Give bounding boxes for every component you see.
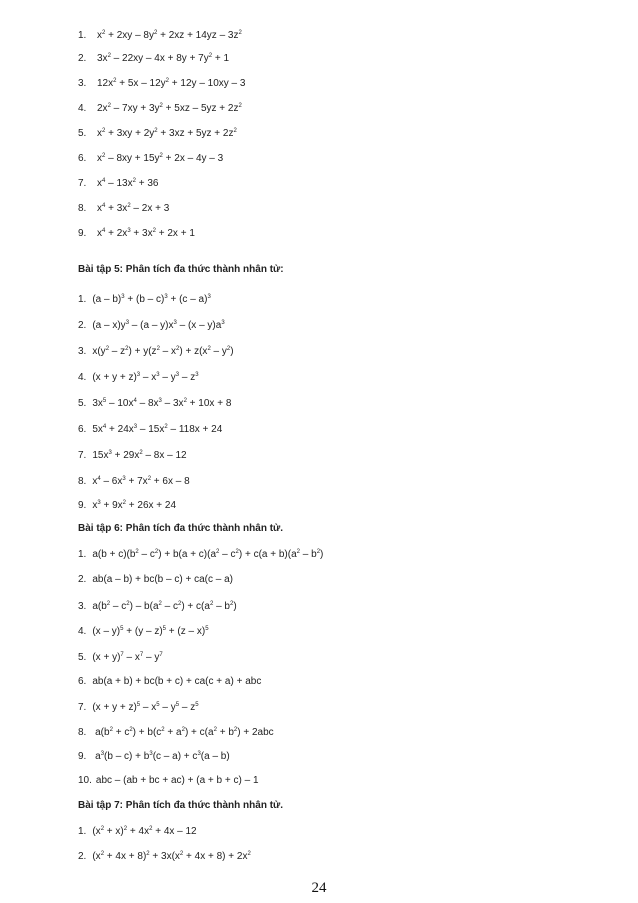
- exercise-item: [78, 53, 229, 65]
- exercise-item: [78, 826, 197, 838]
- exponent: 4: [102, 228, 106, 234]
- item-number: 8.: [78, 476, 87, 487]
- exponent: 3: [207, 294, 211, 300]
- exponent: 3: [221, 320, 225, 326]
- item-number: 2.: [78, 320, 87, 331]
- exponent: 5: [120, 626, 124, 632]
- exponent: 2: [139, 450, 143, 456]
- exponent: 3: [164, 294, 168, 300]
- exponent: 7: [120, 652, 124, 658]
- exponent: 2: [106, 601, 111, 607]
- polynomial-expression: $12x^2 + 5x - 12y^2 + 12y - 10xy - 3$: [97, 78, 246, 89]
- exponent: 2: [179, 851, 184, 857]
- item-number: 8.: [78, 203, 87, 214]
- exercise-item: [78, 424, 222, 436]
- exponent: 3: [175, 372, 180, 378]
- exponent: 2: [235, 549, 239, 555]
- exponent: 2: [152, 228, 156, 234]
- item-number: 2.: [78, 574, 87, 585]
- exponent: 2: [165, 78, 170, 84]
- exercise-item: [78, 751, 230, 763]
- exponent: 7: [159, 652, 163, 658]
- exercise-item: [78, 626, 209, 638]
- item-number: 5.: [78, 652, 87, 663]
- exponent: 5: [195, 702, 199, 708]
- exponent: 2: [109, 727, 113, 733]
- exercise-item: [78, 203, 169, 215]
- exponent: 4: [133, 398, 137, 404]
- exponent: 5: [102, 398, 107, 404]
- polynomial-expression: $x^4 - 6x^3 + 7x^2 + 6x - 8$: [92, 476, 190, 487]
- exponent: 2: [154, 549, 159, 555]
- exercise-item: [78, 676, 261, 688]
- exercise-item: [78, 78, 245, 90]
- exercise-item: [78, 601, 237, 613]
- item-number: 7.: [78, 702, 87, 713]
- exponent: 2: [102, 128, 106, 134]
- polynomial-expression: $x(y^2 - z^2) + y(z^2 - x^2) + z(x^2 - y^2)$: [92, 346, 234, 357]
- exponent: 4: [102, 424, 107, 430]
- exponent: 3: [97, 500, 101, 506]
- polynomial-expression: $15x^3 + 29x^2 - 8x - 12$: [92, 450, 187, 461]
- polynomial-expression: (a – b)$^3$ + (b – c)$^3$ + (c – a)$^3$: [92, 294, 211, 305]
- exponent: 3: [108, 450, 112, 456]
- exponent: 2: [208, 53, 213, 59]
- exponent: 2: [159, 103, 163, 109]
- item-number: 9.: [78, 751, 87, 762]
- exponent: 2: [213, 727, 217, 733]
- polynomial-expression: $a(b^2 - c^2) - b(a^2 - c^2) + c(a^2 - b^2)$: [92, 601, 237, 612]
- polynomial-expression: abc – (ab + bc + ac) + (a + b + c) – 1: [95, 775, 259, 786]
- exponent: 2: [122, 500, 126, 506]
- polynomial-expression: $a^3(b - c) + b^3(c - a) + c^3(a - b)$: [92, 751, 230, 762]
- polynomial-expression: $3x^5 - 10x^4 - 8x^3 - 3x^2 + 10x + 8$: [92, 398, 232, 409]
- item-number: 4.: [78, 626, 87, 637]
- polynomial-expression: $(a - x)y^3 - (a - y)x^3 - (x - y)a^3$: [92, 320, 225, 331]
- exponent: 2: [238, 103, 242, 109]
- exponent: 2: [216, 549, 220, 555]
- exponent: 2: [159, 153, 163, 159]
- exercise-item: [78, 398, 231, 410]
- item-number: 3.: [78, 346, 87, 357]
- exponent: 3: [197, 751, 201, 757]
- exercise-item: [78, 153, 223, 165]
- exponent: 2: [146, 851, 150, 857]
- exponent: 3: [100, 751, 105, 757]
- exponent: 2: [229, 601, 234, 607]
- polynomial-expression: $a(b^2 + c^2) + b(c^2 + a^2) + c(a^2 + b^2) + 2abc$: [92, 727, 274, 738]
- exponent: 2: [233, 727, 238, 733]
- item-number: 10.: [78, 775, 92, 786]
- polynomial-expression: $x^2 + 2xy - 8y^2 + 2xz + 14yz - 3z^2$: [97, 30, 242, 41]
- polynomial-expression: $x^2 + 3xy + 2y^2 + 3xz + 5yz + 2z^2$: [97, 128, 237, 139]
- polynomial-expression: $x^4 + 2x^3 + 3x^2 + 2x + 1$: [97, 228, 195, 239]
- polynomial-expression: ab(a + b) + bc(b + c) + ca(c + a) + abc: [92, 676, 262, 687]
- item-number: 2.: [78, 851, 87, 862]
- exponent: 2: [209, 601, 214, 607]
- exponent: 2: [147, 476, 152, 482]
- exercise-item: [78, 775, 259, 787]
- exponent: 2: [183, 398, 187, 404]
- exponent: 2: [113, 78, 117, 84]
- section-heading: Bài tập 5: Phân tích đa thức thành nhân tử:: [78, 264, 284, 275]
- exercise-item: [78, 346, 234, 358]
- exponent: 2: [176, 346, 180, 352]
- exponent: 2: [129, 727, 133, 733]
- exponent: 2: [149, 826, 153, 832]
- item-number: 3.: [78, 601, 87, 612]
- item-number: 5.: [78, 128, 87, 139]
- exponent: 2: [102, 30, 106, 36]
- item-number: 4.: [78, 103, 87, 114]
- item-number: 1.: [78, 826, 87, 837]
- exponent: 2: [102, 153, 106, 159]
- exponent: 2: [123, 826, 128, 832]
- exponent: 2: [154, 128, 158, 134]
- page-number: 24: [311, 880, 327, 896]
- exponent: 2: [164, 424, 168, 430]
- exercise-item: [78, 727, 274, 739]
- exponent: 2: [153, 30, 158, 36]
- exercise-item: [78, 372, 199, 384]
- item-number: 9.: [78, 228, 87, 239]
- exponent: 5: [175, 702, 180, 708]
- item-number: 1.: [78, 549, 87, 560]
- polynomial-expression: (x – y)$^5$ + (y – z)$^5$ + (z – x)$^5$: [92, 626, 209, 637]
- exercise-item: [78, 178, 158, 190]
- exponent: 3: [149, 751, 153, 757]
- exponent: 5: [136, 702, 141, 708]
- polynomial-expression: $3x^2 - 22xy - 4x + 8y + 7y^2 + 1$: [97, 53, 230, 64]
- exponent: 2: [161, 727, 165, 733]
- exponent: 5: [205, 626, 209, 632]
- exercise-item: [78, 702, 199, 714]
- exercise-item: [78, 574, 233, 586]
- exponent: 2: [127, 203, 131, 209]
- item-number: 6.: [78, 424, 87, 435]
- polynomial-expression: $(x + y)^7 - x^7 - y^7$: [92, 652, 163, 663]
- polynomial-expression: $a(b + c)(b^2 - c^2) + b(a + c)(a^2 - c^2) + c(a + b)(a^2 - b^2)$: [92, 549, 324, 560]
- polynomial-expression: $(x + y + z)^3 - x^3 - y^3 - z^3$: [92, 372, 199, 383]
- exponent: 2: [233, 128, 237, 134]
- item-number: 9.: [78, 500, 87, 511]
- item-number: 4.: [78, 372, 87, 383]
- exponent: 2: [100, 851, 105, 857]
- exercise-item: [78, 500, 176, 512]
- exercise-item: [78, 228, 195, 240]
- polynomial-expression: $2x^2 - 7xy + 3y^2 + 5xz - 5yz + 2z^2$: [97, 103, 242, 114]
- section-heading: Bài tập 7: Phân tích đa thức thành nhân tử.: [78, 800, 284, 811]
- item-number: 7.: [78, 450, 87, 461]
- exponent: 2: [156, 346, 160, 352]
- exponent: 4: [102, 178, 106, 184]
- exponent: 3: [125, 320, 130, 326]
- exponent: 7: [139, 652, 144, 658]
- polynomial-expression: $x^4 - 13x^2 + 36$: [97, 178, 159, 189]
- exponent: 3: [133, 424, 138, 430]
- exercise-item: [78, 652, 163, 664]
- exponent: 2: [105, 346, 110, 352]
- item-number: 1.: [78, 30, 87, 41]
- polynomial-expression: $x^2 - 8xy + 15y^2 + 2x - 4y - 3$: [97, 153, 224, 164]
- exercise-item: [78, 294, 211, 306]
- item-number: 7.: [78, 178, 87, 189]
- item-number: 3.: [78, 78, 87, 89]
- exponent: 2: [226, 346, 231, 352]
- exponent: 3: [195, 372, 199, 378]
- exercise-item: [78, 320, 225, 332]
- polynomial-expression: $x^3 + 9x^2 + 26x + 24$: [92, 500, 177, 511]
- exponent: 2: [181, 727, 185, 733]
- exponent: 3: [173, 320, 177, 326]
- item-number: 2.: [78, 53, 87, 64]
- polynomial-expression: $x^4 + 3x^2 - 2x + 3$: [97, 203, 170, 214]
- exponent: 5: [156, 702, 160, 708]
- exponent: 4: [102, 203, 106, 209]
- exponent: 3: [121, 294, 125, 300]
- exponent: 2: [316, 549, 321, 555]
- exercise-item: [78, 549, 323, 561]
- exercise-item: [78, 476, 190, 488]
- exponent: 2: [100, 826, 105, 832]
- polynomial-expression: $5x^4 + 24x^3 - 15x^2 - 118x + 24$: [92, 424, 223, 435]
- exponent: 2: [296, 549, 301, 555]
- polynomial-expression: $(x^2 + x)^2 + 4x^2 + 4x - 12$: [92, 826, 197, 837]
- exponent: 2: [132, 178, 136, 184]
- exponent: 2: [107, 103, 111, 109]
- exponent: 2: [107, 53, 111, 59]
- exercise-item: [78, 128, 237, 140]
- item-number: 6.: [78, 676, 87, 687]
- exponent: 2: [177, 601, 182, 607]
- exponent: 3: [156, 372, 160, 378]
- item-number: 5.: [78, 398, 87, 409]
- item-number: 1.: [78, 294, 87, 305]
- exponent: 3: [136, 372, 141, 378]
- exponent: 2: [238, 30, 242, 36]
- exponent: 2: [135, 549, 139, 555]
- exponent: 2: [158, 601, 162, 607]
- exponent: 2: [247, 851, 251, 857]
- exponent: 3: [122, 476, 126, 482]
- item-number: 6.: [78, 153, 87, 164]
- exponent: 4: [97, 476, 101, 482]
- exponent: 5: [162, 626, 166, 632]
- polynomial-expression: $(x + y + z)^5 - x^5 - y^5 - z^5$: [92, 702, 199, 713]
- polynomial-expression: $(x^2 + 4x + 8)^2 + 3x(x^2 + 4x + 8) + 2x^2$: [92, 851, 251, 862]
- exercise-item: [78, 30, 242, 42]
- item-number: 8.: [78, 727, 87, 738]
- exponent: 3: [158, 398, 162, 404]
- exponent: 3: [127, 228, 131, 234]
- exercise-item: [78, 103, 242, 115]
- exercise-item: [78, 851, 251, 863]
- exponent: 2: [126, 601, 130, 607]
- exponent: 2: [207, 346, 211, 352]
- exercise-item: [78, 450, 187, 462]
- exponent: 2: [125, 346, 129, 352]
- section-heading: Bài tập 6: Phân tích đa thức thành nhân tử.: [78, 523, 284, 534]
- polynomial-expression: ab(a – b) + bc(b – c) + ca(c – a): [92, 574, 233, 585]
